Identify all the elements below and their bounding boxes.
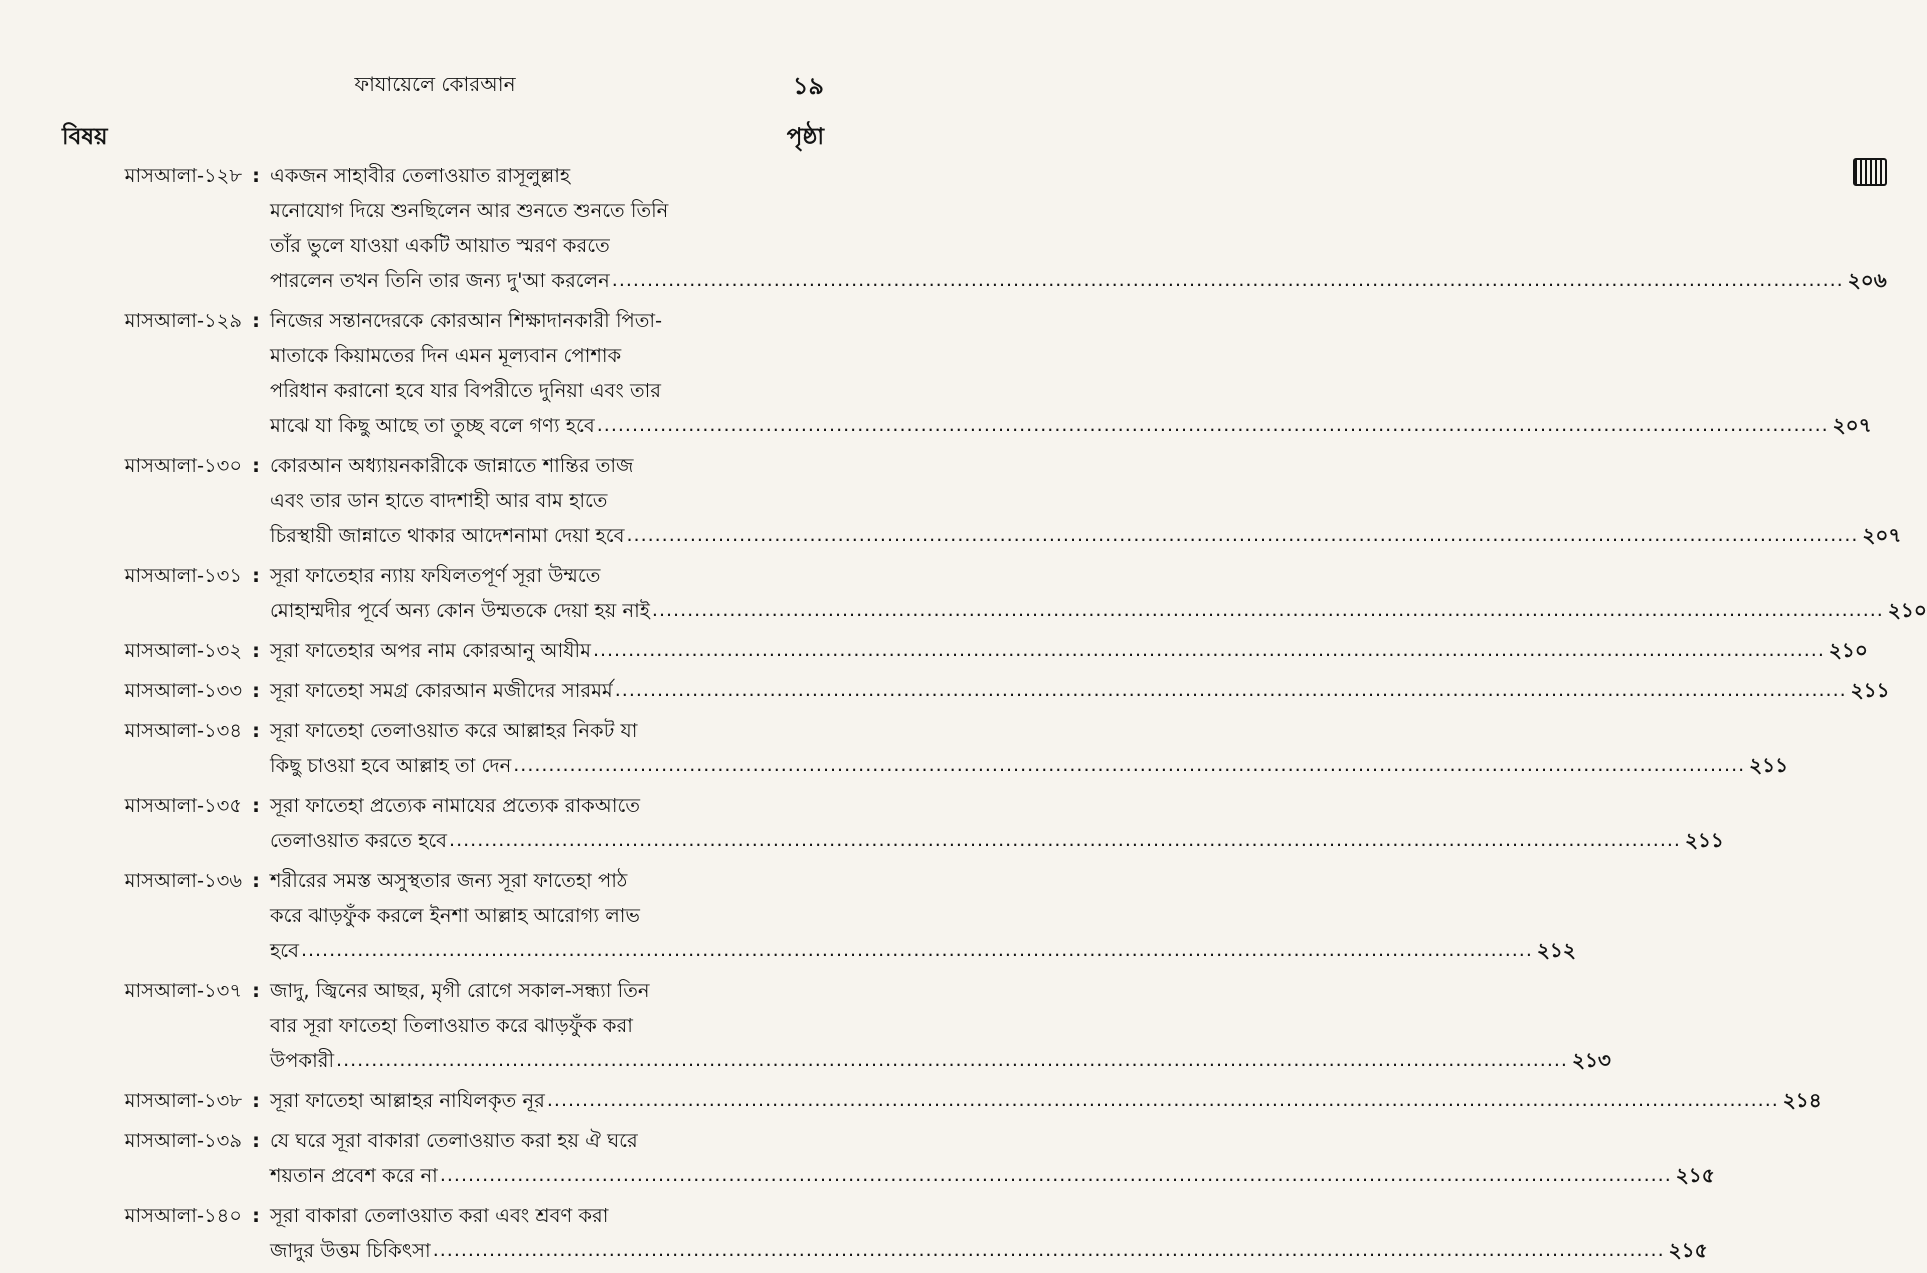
entry-line xyxy=(270,558,1927,593)
entry-text: পরিধান করানো হবে যার বিপরীতে দুনিয়া এবং তার xyxy=(270,379,661,402)
toc-entry xyxy=(62,303,1872,443)
dot-leader xyxy=(440,1158,1672,1193)
entry-line xyxy=(270,788,1724,823)
dot-leader xyxy=(449,823,1681,858)
entry-line xyxy=(270,373,1872,408)
entry-colon: : xyxy=(252,454,260,477)
toc-entry xyxy=(62,448,1902,553)
entry-line xyxy=(270,1198,1708,1233)
pbuh-calligraphy-icon xyxy=(1853,158,1887,186)
entry-line xyxy=(270,303,1872,338)
page-number: ১৯ xyxy=(792,72,824,100)
entry-colon: : xyxy=(252,1129,260,1152)
entry-colon: : xyxy=(252,309,260,332)
entry-page-number: ২১৫ xyxy=(1668,1238,1708,1262)
entry-body xyxy=(270,1123,1715,1193)
dot-leader xyxy=(336,1043,1568,1078)
dot-leader xyxy=(597,408,1829,443)
entry-page-number: ২০৭ xyxy=(1862,523,1902,547)
entry-line xyxy=(270,518,1901,553)
entry-body xyxy=(270,863,1576,968)
entry-colon: : xyxy=(252,564,260,587)
entry-page-number: ২১২ xyxy=(1536,938,1576,962)
entry-text: সূরা ফাতেহা আল্লাহর নাযিলকৃত নূর xyxy=(270,1089,545,1112)
entry-line xyxy=(270,673,1890,708)
entry-line xyxy=(270,823,1724,858)
entry-text: একজন সাহাবীর তেলাওয়াত রাসূলুল্লাহ xyxy=(270,164,571,187)
entry-label: মাসআলা-১৪০ xyxy=(124,1204,242,1227)
entry-text: নিজের সন্তানদেরকে কোরআন শিক্ষাদানকারী পিতা- xyxy=(270,309,663,332)
entry-body xyxy=(270,788,1724,858)
entry-line xyxy=(270,973,1611,1008)
entry-text: শয়তান প্রবেশ করে না xyxy=(270,1164,438,1187)
entry-line xyxy=(270,193,1887,228)
dot-leader xyxy=(301,933,1533,968)
entry-body xyxy=(270,673,1890,708)
entry-text: সূরা ফাতেহার ন্যায় ফযিলতপূর্ণ সূরা উম্মতে xyxy=(270,564,601,587)
dot-leader xyxy=(615,673,1847,708)
entry-page-number: ২১১ xyxy=(1850,678,1890,702)
entry-label: মাসআলা-১৩৫ xyxy=(124,794,242,817)
entry-text: শরীরের সমস্ত অসুস্থতার জন্য সূরা ফাতেহা পাঠ xyxy=(270,869,628,892)
entry-label: মাসআলা-১৩৭ xyxy=(124,979,242,1002)
entry-body xyxy=(270,633,1868,668)
entry-text: সূরা ফাতেহা প্রত্যেক নামাযের প্রত্যেক রাকআতে xyxy=(270,794,640,817)
entry-label: মাসআলা-১৩৬ xyxy=(124,869,242,892)
entry-body xyxy=(270,303,1872,443)
dot-leader xyxy=(612,263,1844,298)
entry-body xyxy=(270,558,1927,628)
entry-line xyxy=(270,263,1887,298)
entry-text: মোহাম্মদীর পূর্বে অন্য কোন উম্মতকে দেয়া হয় নাই xyxy=(270,599,650,622)
entry-line xyxy=(270,933,1576,968)
entry-colon: : xyxy=(252,679,260,702)
entry-line xyxy=(270,408,1872,443)
entry-colon: : xyxy=(252,1089,260,1112)
entry-text: তেলাওয়াত করতে হবে xyxy=(270,829,448,852)
entry-label: মাসআলা-১৩২ xyxy=(124,639,242,662)
toc-entries xyxy=(62,158,1927,1273)
entry-body xyxy=(270,1198,1708,1268)
entry-line xyxy=(270,748,1788,783)
entry-text: সূরা বাকারা তেলাওয়াত করা এবং শ্রবণ করা xyxy=(270,1204,609,1227)
entry-page-number: ২১৩ xyxy=(1571,1048,1611,1072)
entry-text: সূরা ফাতেহা তেলাওয়াত করে আল্লাহর নিকট যা xyxy=(270,719,638,742)
entry-line xyxy=(270,1008,1611,1043)
entry-text: করে ঝাড়ফুঁক করলে ইনশা আল্লাহ আরোগ্য লাভ xyxy=(270,904,640,927)
toc-header xyxy=(62,118,824,157)
entry-page-number: ২১১ xyxy=(1749,753,1789,777)
entry-line xyxy=(270,593,1927,628)
entry-line xyxy=(270,898,1576,933)
toc-entry xyxy=(62,863,1576,968)
toc-entry xyxy=(62,973,1611,1078)
entry-colon: : xyxy=(252,1204,260,1227)
entry-label: মাসআলা-১৩৪ xyxy=(124,719,242,742)
entry-line xyxy=(270,1043,1611,1078)
entry-text: মনোযোগ দিয়ে শুনছিলেন আর শুনতে শুনতে তিনি xyxy=(270,199,669,222)
entry-line xyxy=(270,448,1901,483)
entry-colon: : xyxy=(252,869,260,892)
dot-leader xyxy=(652,593,1884,628)
entry-body xyxy=(270,973,1611,1078)
entry-line xyxy=(270,483,1901,518)
entry-text: কোরআন অধ্যায়নকারীকে জান্নাতে শান্তির তাজ xyxy=(270,454,634,477)
toc-entry xyxy=(62,1123,1715,1193)
entry-text: পারলেন তখন তিনি তার জন্য দু'আ করলেন xyxy=(270,269,610,292)
entry-label: মাসআলা-১৩৮ xyxy=(124,1089,242,1112)
toc-entry xyxy=(62,788,1724,858)
entry-line xyxy=(270,713,1788,748)
entry-page-number: ২১০ xyxy=(1887,598,1927,622)
entry-text: উপকারী xyxy=(270,1049,335,1072)
entry-body xyxy=(270,713,1788,783)
entry-line xyxy=(270,1123,1715,1158)
entry-body xyxy=(270,1083,1822,1118)
entry-text: সূরা ফাতেহা সমগ্র কোরআন মজীদের সারমর্ম xyxy=(270,679,613,702)
entry-line xyxy=(270,863,1576,898)
entry-colon: : xyxy=(252,794,260,817)
toc-entry xyxy=(62,1083,1822,1118)
toc-entry xyxy=(62,633,1868,668)
entry-line xyxy=(270,228,1887,263)
entry-text: মাতাকে কিয়ামতের দিন এমন মূল্যবান পোশাক xyxy=(270,344,622,367)
entry-line xyxy=(270,633,1868,668)
running-title: ফাযায়েলে কোরআন xyxy=(354,72,516,96)
dot-leader xyxy=(593,633,1825,668)
entry-label: মাসআলা-১৩০ xyxy=(124,454,242,477)
entry-text: সূরা ফাতেহার অপর নাম কোরআনু আযীম xyxy=(270,639,591,662)
entry-page-number: ২১১ xyxy=(1684,828,1724,852)
entry-body xyxy=(270,158,1887,298)
entry-text: এবং তার ডান হাতে বাদশাহী আর বাম হাতে xyxy=(270,489,608,512)
toc-entry xyxy=(62,713,1789,783)
entry-page-number: ২১৪ xyxy=(1782,1088,1822,1112)
entry-text: মাঝে যা কিছু আছে তা তুচ্ছ বলে গণ্য হবে xyxy=(270,414,595,437)
dot-leader xyxy=(626,518,1858,553)
entry-label: মাসআলা-১৩১ xyxy=(124,564,242,587)
entry-line xyxy=(270,158,1887,193)
entry-label: মাসআলা-১৩৯ xyxy=(124,1129,242,1152)
subject-column-label: বিষয় xyxy=(62,124,108,150)
entry-text: বার সূরা ফাতেহা তিলাওয়াত করে ঝাড়ফুঁক করা xyxy=(270,1014,633,1037)
entry-line xyxy=(270,338,1872,373)
entry-text: তাঁর ভুলে যাওয়া একটি আয়াত স্মরণ করতে xyxy=(270,234,610,257)
entry-page-number: ২১০ xyxy=(1828,638,1868,662)
page-column-label: পৃষ্ঠা xyxy=(786,124,824,150)
entry-text: হবে xyxy=(270,939,299,962)
entry-colon: : xyxy=(252,639,260,662)
entry-colon: : xyxy=(252,719,260,742)
entry-text: জাদু, জ্বিনের আছর, মৃগী রোগে সকাল-সন্ধ্যা তিন xyxy=(270,979,650,1002)
entry-line xyxy=(270,1083,1822,1118)
entry-text: কিছু চাওয়া হবে আল্লাহ তা দেন xyxy=(270,754,512,777)
entry-body xyxy=(270,448,1901,553)
entry-line xyxy=(270,1158,1715,1193)
toc-entry xyxy=(62,158,1887,298)
entry-colon: : xyxy=(252,979,260,1002)
dot-leader xyxy=(433,1233,1665,1268)
entry-label: মাসআলা-১২৯ xyxy=(124,309,242,332)
toc-entry xyxy=(62,673,1890,708)
toc-entry xyxy=(62,1198,1708,1268)
entry-text: যে ঘরে সূরা বাকারা তেলাওয়াত করা হয় ঐ ঘরে xyxy=(270,1129,638,1152)
entry-label: মাসআলা-১২৮ xyxy=(124,164,242,187)
entry-page-number: ২০৬ xyxy=(1847,268,1887,292)
entry-text: জাদুর উত্তম চিকিৎসা xyxy=(270,1239,431,1262)
entry-page-number: ২০৭ xyxy=(1832,413,1872,437)
dot-leader xyxy=(547,1083,1779,1118)
entry-text: চিরস্থায়ী জান্নাতে থাকার আদেশনামা দেয়া হবে xyxy=(270,524,625,547)
dot-leader xyxy=(513,748,1745,783)
entry-line xyxy=(270,1233,1708,1268)
toc-entry xyxy=(62,558,1927,628)
entry-page-number: ২১৫ xyxy=(1675,1163,1715,1187)
entry-label: মাসআলা-১৩৩ xyxy=(124,679,242,702)
entry-colon: : xyxy=(252,164,260,187)
